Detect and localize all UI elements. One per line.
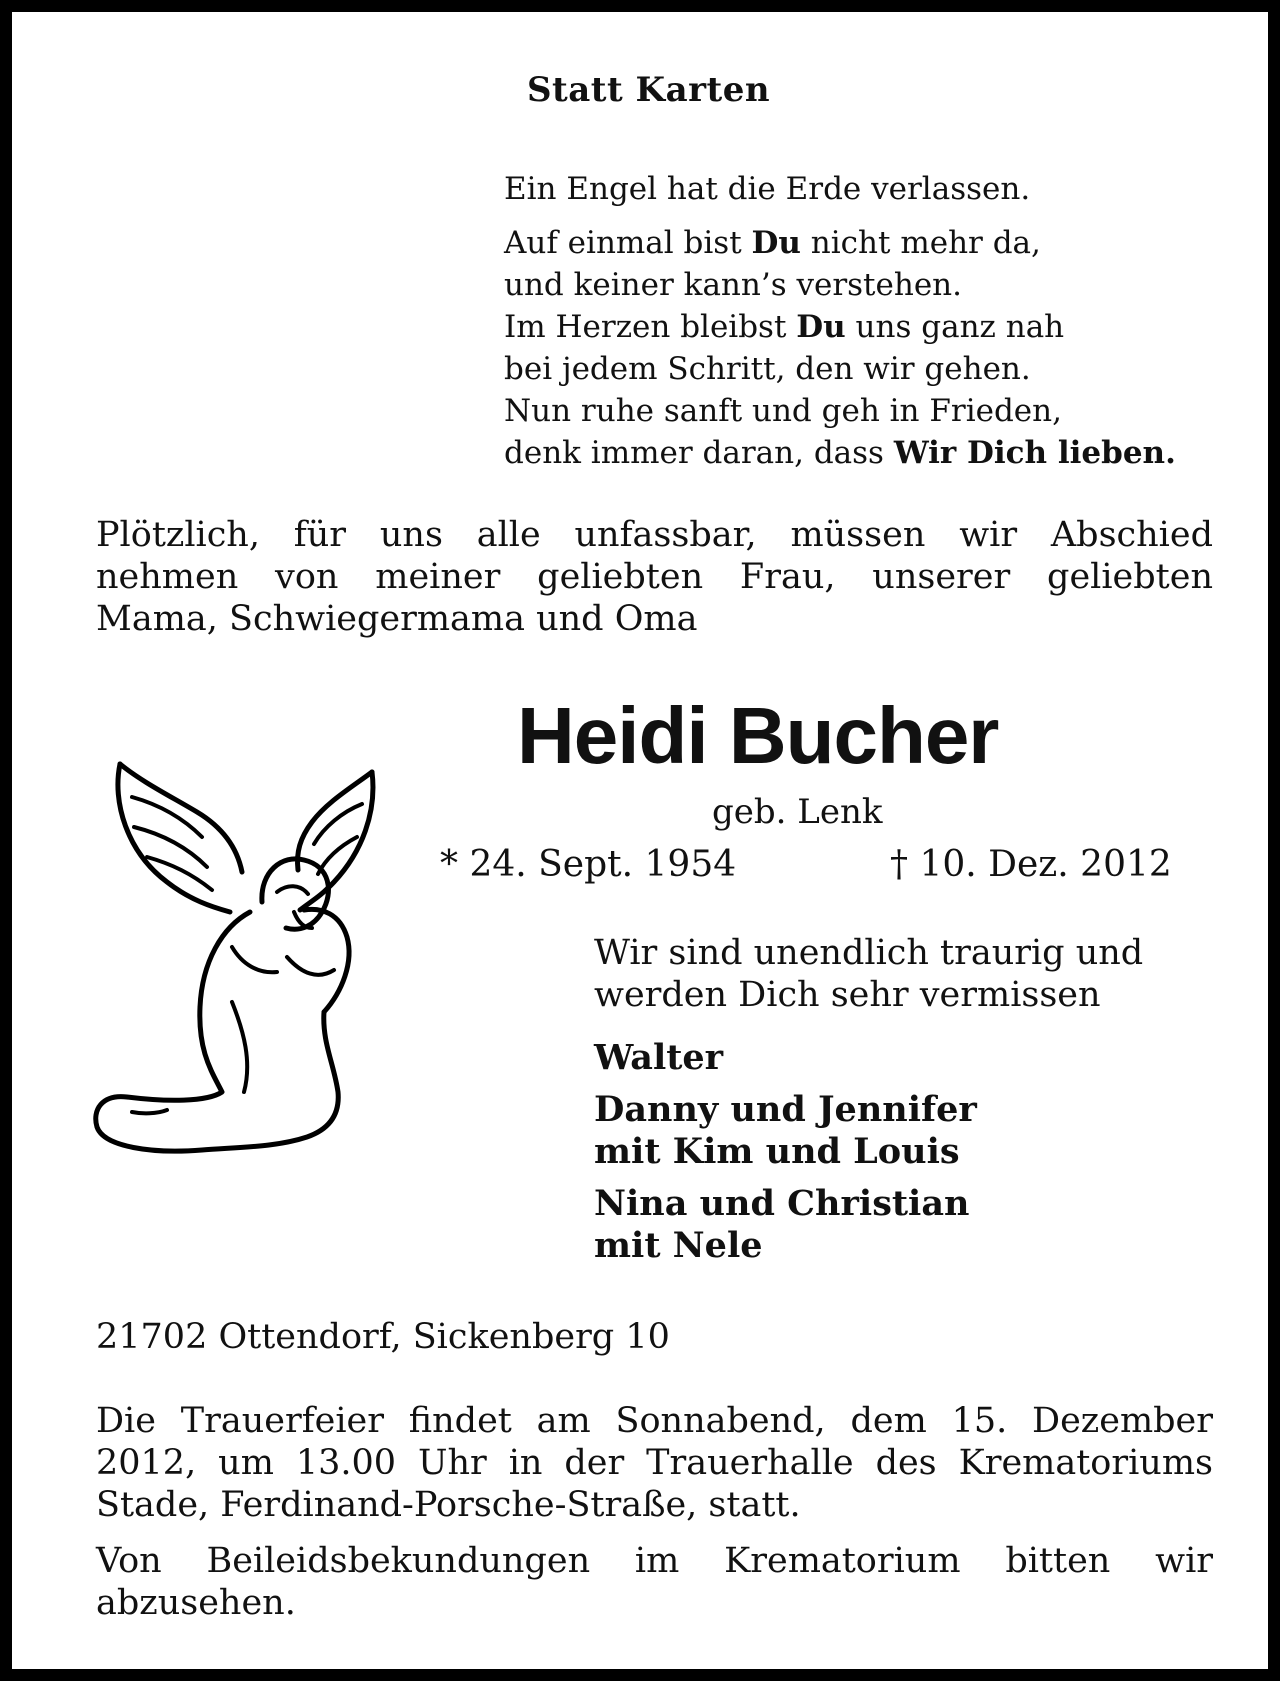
- family-group: [594, 1183, 977, 1267]
- poem: [504, 168, 1176, 474]
- grief-line: werden Dich sehr vermissen: [594, 975, 1101, 1015]
- birth-date: * 24. Sept. 1954: [440, 844, 737, 885]
- intro-line: nehmen von meiner geliebten Frau, unserer geliebten: [96, 557, 1213, 597]
- family-line: Danny und Jennifer: [594, 1089, 977, 1130]
- family-line: mit Nele: [594, 1225, 763, 1266]
- condolences-paragraph: [96, 1540, 1213, 1624]
- condolences-line: abzusehen.: [96, 1583, 296, 1623]
- poem-line: denk immer daran, dass Wir Dich lieben.: [504, 435, 1176, 471]
- address: 21702 Ottendorf, Sickenberg 10: [96, 1317, 670, 1357]
- ceremony-line: 2012, um 13.00 Uhr in der Trauerhalle des Krematoriums: [96, 1443, 1213, 1483]
- death-date: † 10. Dez. 2012: [890, 844, 1172, 885]
- intro-paragraph: [96, 514, 1213, 640]
- intro-line: Plötzlich, für uns alle unfassbar, müssen wir Abschied: [96, 515, 1213, 555]
- poem-line: Nun ruhe sanft und geh in Frieden,: [504, 393, 1062, 429]
- ceremony-paragraph: [96, 1400, 1213, 1526]
- poem-line: bei jedem Schritt, den wir gehen.: [504, 351, 1031, 387]
- poem-line: und keiner kann’s verstehen.: [504, 267, 962, 303]
- family-line: Nina und Christian: [594, 1183, 970, 1224]
- maiden-name: geb. Lenk: [712, 792, 883, 832]
- poem-line: Im Herzen bleibst Du uns ganz nah: [504, 309, 1065, 345]
- family-group: [594, 1089, 977, 1173]
- deceased-name: Heidi Bucher: [517, 691, 999, 780]
- family-signatures: [594, 1037, 977, 1277]
- grief-line: Wir sind unendlich traurig und: [594, 933, 1144, 973]
- family-member: Walter: [594, 1037, 724, 1078]
- angel-icon: [72, 742, 402, 1192]
- grief-message: [594, 932, 1143, 1016]
- condolences-line: Von Beileidsbekundungen im Krematorium bitten wir: [96, 1541, 1213, 1581]
- family-line: mit Kim und Louis: [594, 1131, 960, 1172]
- intro-line: Mama, Schwiegermama und Oma: [96, 599, 698, 639]
- ceremony-line: Die Trauerfeier findet am Sonnabend, dem 15. Dezember: [96, 1401, 1213, 1441]
- notice-header: Statt Karten: [527, 70, 771, 110]
- ceremony-line: Stade, Ferdinand-Porsche-Straße, statt.: [96, 1485, 801, 1525]
- poem-line: Auf einmal bist Du nicht mehr da,: [504, 225, 1041, 261]
- poem-line: Ein Engel hat die Erde verlassen.: [504, 171, 1031, 207]
